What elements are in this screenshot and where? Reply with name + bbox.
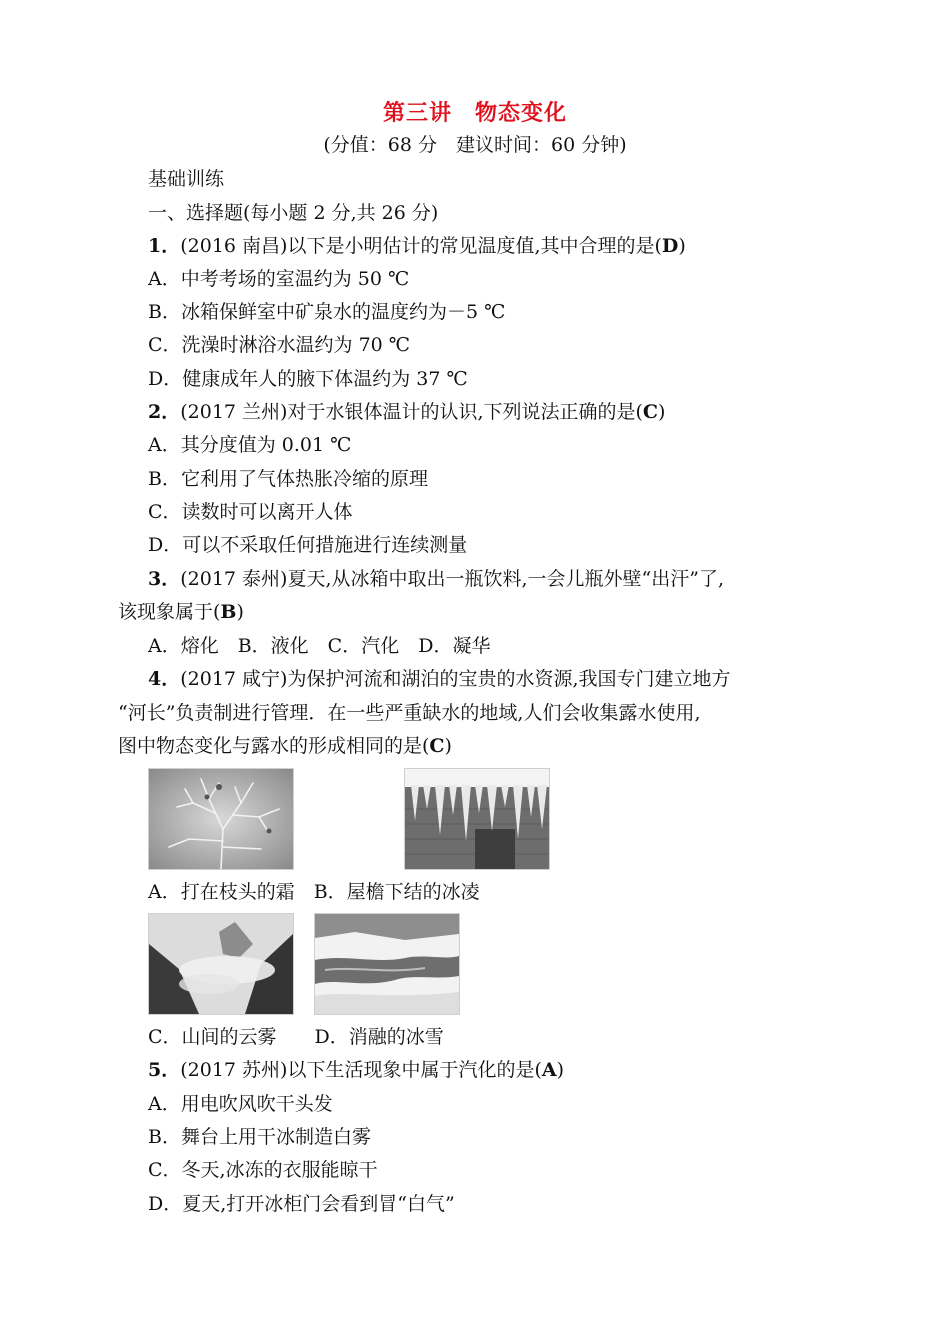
question-1-stem (148, 233, 686, 259)
question-text: (2017 苏州)以下生活现象中属于汽化的是( (180, 1059, 542, 1081)
question-3-options: A．熔化 B．液化 C．汽化 D．凝华 (148, 635, 491, 657)
question-1-option-b: B．冰箱保鲜室中矿泉水的温度约为－5 ℃ (148, 301, 506, 323)
question-close: ) (236, 601, 244, 623)
question-4-stem-line-1 (148, 666, 731, 692)
melting-snow-image (314, 913, 460, 1015)
part-heading: 一、选择题(每小题 2 分,共 26 分) (148, 202, 439, 224)
question-1-option-a: A．中考考场的室温约为 50 ℃ (148, 268, 410, 290)
question-5-option-c: C．冬天,冰冻的衣服能晾干 (148, 1159, 378, 1181)
page-title: 第三讲 物态变化 (382, 100, 567, 126)
question-2-option-b: B．它利用了气体热胀冷缩的原理 (148, 468, 428, 490)
question-4-stem-line-2: “河长”负责制进行管理．在一些严重缺水的地域,人们会收集露水使用, (118, 702, 701, 724)
question-close: ) (444, 735, 452, 757)
question-2-stem (148, 399, 665, 425)
question-3-stem-line-1 (148, 566, 724, 592)
mountain-fog-image (148, 913, 294, 1015)
question-close: ) (556, 1059, 565, 1081)
answer-letter: D (661, 235, 679, 257)
question-close: ) (678, 235, 686, 257)
question-close: ) (658, 401, 666, 423)
question-text: (2017 咸宁)为保护河流和湖泊的宝贵的水资源,我国专门建立地方 (180, 668, 731, 690)
question-5-option-a: A．用电吹风吹干头发 (148, 1093, 333, 1115)
question-1-option-d: D．健康成年人的腋下体温约为 37 ℃ (148, 368, 468, 390)
page-subtitle: (分值：68 分 建议时间：60 分钟) (323, 134, 627, 156)
icicles-eaves-image (404, 768, 550, 870)
question-4-stem-line-3 (118, 733, 452, 759)
question-number: 2． (148, 401, 181, 423)
figure-caption-c-d: C．山间的云雾 D．消融的冰雪 (148, 1026, 444, 1048)
question-2-option-a: A．其分度值为 0.01 ℃ (148, 434, 352, 456)
question-5-stem (148, 1057, 564, 1083)
question-5-option-d: D．夏天,打开冰柜门会看到冒“白气” (148, 1193, 455, 1215)
answer-letter: C (642, 401, 659, 423)
question-2-option-d: D．可以不采取任何措施进行连续测量 (148, 534, 468, 556)
question-1-option-c: C．洗澡时淋浴水温约为 70 ℃ (148, 334, 411, 356)
question-text: (2017 兰州)对于水银体温计的认识,下列说法正确的是( (180, 401, 643, 423)
question-text: (2016 南昌)以下是小明估计的常见温度值,其中合理的是( (180, 235, 662, 257)
answer-letter: A (541, 1059, 557, 1081)
answer-letter: B (220, 601, 237, 623)
frost-branch-image (148, 768, 294, 870)
question-2-option-c: C．读数时可以离开人体 (148, 501, 353, 523)
question-number: 4． (148, 668, 181, 690)
question-number: 3． (148, 568, 181, 590)
question-3-stem-line-2 (118, 599, 244, 625)
section-heading: 基础训练 (148, 168, 225, 190)
question-5-option-b: B．舞台上用干冰制造白雾 (148, 1126, 371, 1148)
question-text: 该现象属于( (118, 601, 221, 623)
question-number: 5． (148, 1059, 181, 1081)
question-number: 1． (148, 235, 181, 257)
figure-caption-a-b: A．打在枝头的霜 B．屋檐下结的冰凌 (148, 881, 480, 903)
question-text: (2017 泰州)夏天,从冰箱中取出一瓶饮料,一会儿瓶外壁“出汗”了, (180, 568, 724, 590)
answer-letter: C (429, 735, 445, 757)
question-text: 图中物态变化与露水的形成相同的是( (118, 735, 430, 757)
